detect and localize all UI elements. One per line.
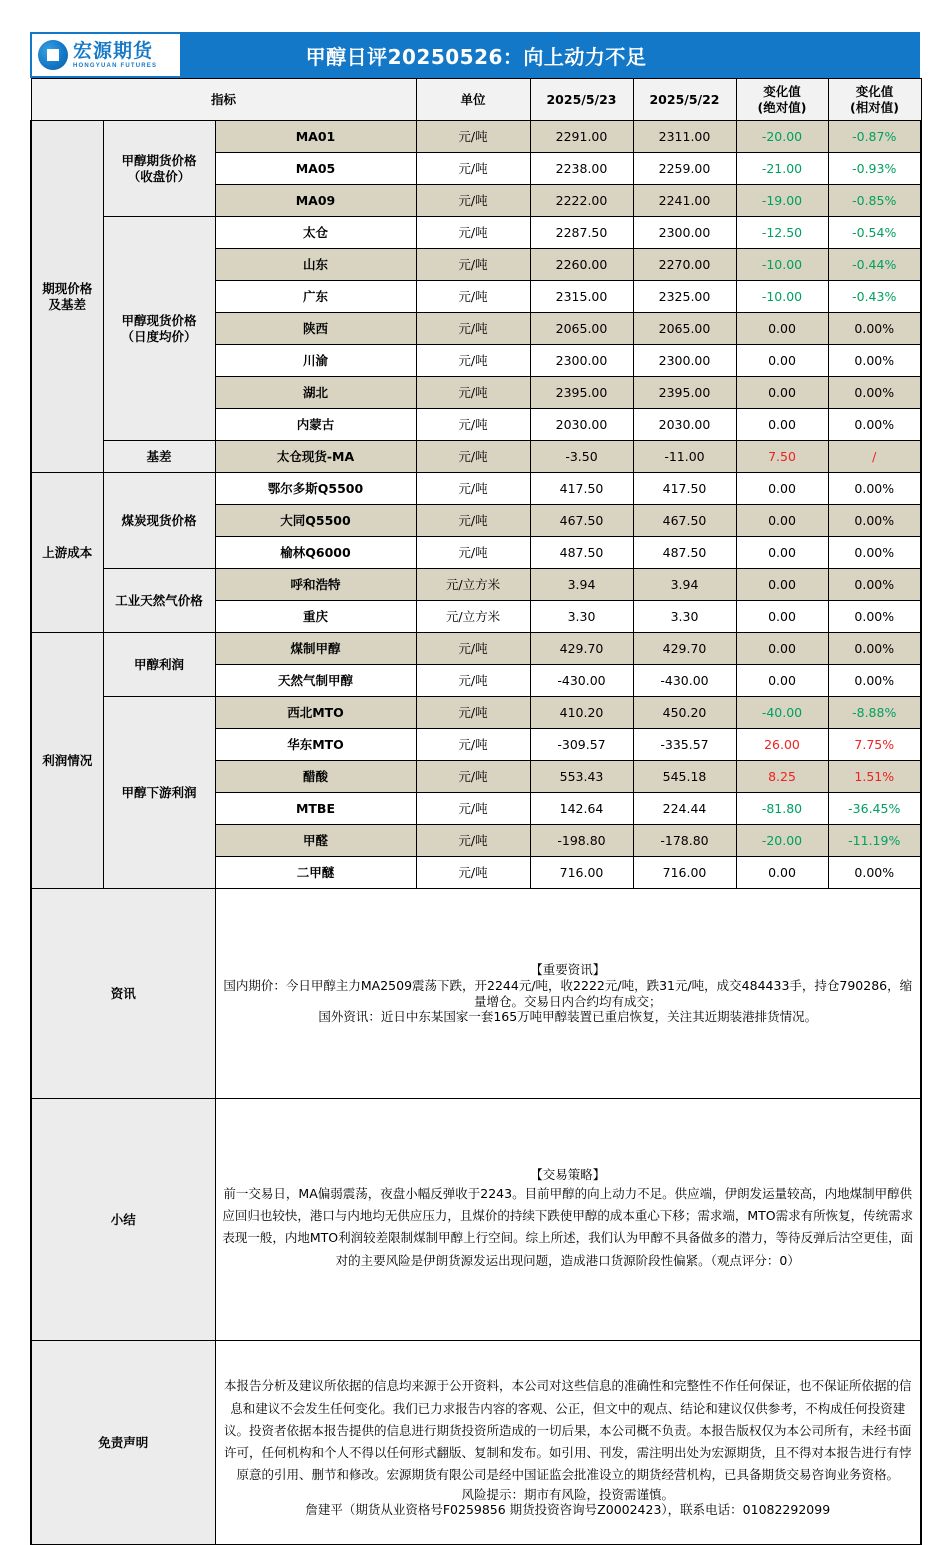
row-value-d2: 450.20 xyxy=(633,697,736,729)
table-row xyxy=(31,633,921,665)
row-unit: 元/吨 xyxy=(416,409,530,441)
logo-chinese-name: 宏源期货 xyxy=(73,39,154,62)
row-name: 呼和浩特 xyxy=(215,569,416,601)
row-name: 太仓现货-MA xyxy=(215,441,416,473)
col-header-indicator: 指标 xyxy=(31,79,416,121)
row-unit: 元/吨 xyxy=(416,185,530,217)
row-change-abs: 0.00 xyxy=(736,345,828,377)
row-value-d1: 2222.00 xyxy=(530,185,633,217)
table-row xyxy=(31,121,921,153)
group-label-0-line2: 及基差 xyxy=(48,296,86,312)
row-change-abs: 0.00 xyxy=(736,473,828,505)
row-name: MTBE xyxy=(215,793,416,825)
row-change-rel: -11.19% xyxy=(828,825,921,857)
row-change-rel: -8.88% xyxy=(828,697,921,729)
subgroup-label-0-1-line2: （日度均价） xyxy=(121,328,197,344)
subgroup-label-0-2: 基差 xyxy=(103,441,215,473)
row-unit: 元/吨 xyxy=(416,761,530,793)
row-unit: 元/吨 xyxy=(416,473,530,505)
row-value-d2: 2259.00 xyxy=(633,153,736,185)
subgroup-label-2-0: 甲醇利润 xyxy=(103,633,215,697)
row-change-abs: -19.00 xyxy=(736,185,828,217)
subgroup-label-1-1: 工业天然气价格 xyxy=(103,569,215,633)
disclaimer-label: 免责声明 xyxy=(31,1341,215,1545)
group-label-2: 利润情况 xyxy=(31,633,103,889)
row-change-rel: 0.00% xyxy=(828,537,921,569)
summary-label: 小结 xyxy=(31,1099,215,1341)
news-section xyxy=(31,889,921,1099)
row-value-d1: 467.50 xyxy=(530,505,633,537)
row-unit: 元/吨 xyxy=(416,441,530,473)
row-unit: 元/立方米 xyxy=(416,569,530,601)
row-unit: 元/吨 xyxy=(416,633,530,665)
summary-body xyxy=(215,1099,921,1341)
row-value-d2: 2030.00 xyxy=(633,409,736,441)
row-value-d2: -430.00 xyxy=(633,665,736,697)
subgroup-label-0-1 xyxy=(103,217,215,441)
table-row xyxy=(31,473,921,505)
row-change-abs: 0.00 xyxy=(736,633,828,665)
row-value-d1: -430.00 xyxy=(530,665,633,697)
logo-wordmark xyxy=(73,39,158,69)
row-unit: 元/吨 xyxy=(416,345,530,377)
row-change-abs: -20.00 xyxy=(736,121,828,153)
col-header-date-2: 2025/5/22 xyxy=(633,79,736,121)
row-name: 湖北 xyxy=(215,377,416,409)
news-overseas: 国外资讯：近日中东某国家一套165万吨甲醇装置已重启恢复，关注其近期装港排货情况。 xyxy=(318,1009,818,1025)
row-change-rel: -0.93% xyxy=(828,153,921,185)
news-body xyxy=(215,889,921,1099)
row-change-rel: 0.00% xyxy=(828,569,921,601)
row-value-d2: 417.50 xyxy=(633,473,736,505)
table-row xyxy=(31,441,921,473)
row-change-rel: / xyxy=(828,441,921,473)
summary-heading: 【交易策略】 xyxy=(530,1167,606,1183)
row-change-abs: 8.25 xyxy=(736,761,828,793)
row-value-d1: 3.30 xyxy=(530,601,633,633)
row-value-d1: 2291.00 xyxy=(530,121,633,153)
row-change-rel: 0.00% xyxy=(828,409,921,441)
row-value-d1: 2395.00 xyxy=(530,377,633,409)
subgroup-label-0-1-line1: 甲醇现货价格 xyxy=(121,312,197,328)
row-name: 陕西 xyxy=(215,313,416,345)
company-logo xyxy=(32,34,180,76)
row-unit: 元/吨 xyxy=(416,121,530,153)
row-unit: 元/吨 xyxy=(416,729,530,761)
row-value-d2: 224.44 xyxy=(633,793,736,825)
row-change-rel: 0.00% xyxy=(828,345,921,377)
row-value-d2: 716.00 xyxy=(633,857,736,889)
row-change-abs: -81.80 xyxy=(736,793,828,825)
row-change-abs: 0.00 xyxy=(736,377,828,409)
row-change-rel: 0.00% xyxy=(828,313,921,345)
row-change-abs: 0.00 xyxy=(736,537,828,569)
table-row xyxy=(31,697,921,729)
row-name: 华东MTO xyxy=(215,729,416,761)
group-label-1: 上游成本 xyxy=(31,473,103,633)
row-name: 川渝 xyxy=(215,345,416,377)
row-name: 醋酸 xyxy=(215,761,416,793)
row-change-rel: 0.00% xyxy=(828,665,921,697)
row-value-d2: -335.57 xyxy=(633,729,736,761)
row-change-rel: -0.43% xyxy=(828,281,921,313)
row-value-d2: 487.50 xyxy=(633,537,736,569)
row-value-d1: 429.70 xyxy=(530,633,633,665)
row-value-d2: 545.18 xyxy=(633,761,736,793)
news-heading: 【重要资讯】 xyxy=(530,962,606,978)
news-domestic: 国内期价：今日甲醇主力MA2509震荡下跌，开2244元/吨，收2222元/吨，跌31元/吨，成交484433手，持仓790286，缩量增仓。交易日内合约均有成交； xyxy=(223,977,913,1009)
row-change-abs: 0.00 xyxy=(736,665,828,697)
row-change-abs: -12.50 xyxy=(736,217,828,249)
row-change-abs: -21.00 xyxy=(736,153,828,185)
change-abs-line2: (绝对值) xyxy=(757,99,807,115)
disclaimer-paragraph: 本报告分析及建议所依据的信息均来源于公开资料，本公司对这些信息的准确性和完整性不作任何保证，也不保证所依据的信息和建议不会发生任何变化。我们已力求报告内容的客观、公正，但文中的观点、结论和建议仅供参考，不构成任何投资建议。投资者依据本报告提供的信息进行期货投资所造成的一切后果，本公司概不负责。本报告版权仅为本公司所有，未经书面许可，任何机构和个人不得以任何形式翻版、复制和发布。如引用、刊发，需注明出处为宏源期货，且不得对本报告进行有悖原意的引用、删节和修改。宏源期货有限公司是经中国证监会批准设立的期货经营机构，已具备期货交易咨询业务资格。 xyxy=(223,1378,912,1483)
col-header-unit: 单位 xyxy=(416,79,530,121)
row-value-d1: 716.00 xyxy=(530,857,633,889)
row-name: 二甲醚 xyxy=(215,857,416,889)
row-value-d2: 2065.00 xyxy=(633,313,736,345)
risk-warning: 风险提示：期市有风险，投资需谨慎。 xyxy=(461,1486,674,1502)
row-value-d2: 2395.00 xyxy=(633,377,736,409)
row-name: MA01 xyxy=(215,121,416,153)
row-unit: 元/吨 xyxy=(416,857,530,889)
row-unit: 元/吨 xyxy=(416,665,530,697)
row-value-d2: 2270.00 xyxy=(633,249,736,281)
row-change-abs: 7.50 xyxy=(736,441,828,473)
table-row xyxy=(31,217,921,249)
row-name: 鄂尔多斯Q5500 xyxy=(215,473,416,505)
row-change-rel: -0.85% xyxy=(828,185,921,217)
row-value-d2: 2300.00 xyxy=(633,345,736,377)
row-change-abs: -10.00 xyxy=(736,281,828,313)
row-value-d1: 2300.00 xyxy=(530,345,633,377)
group-label-0 xyxy=(31,121,103,473)
disclaimer-section xyxy=(31,1341,921,1545)
methanol-data-table xyxy=(30,78,922,1545)
row-change-abs: 0.00 xyxy=(736,569,828,601)
row-unit: 元/吨 xyxy=(416,537,530,569)
row-value-d1: 2287.50 xyxy=(530,217,633,249)
row-value-d1: 417.50 xyxy=(530,473,633,505)
row-value-d1: 2315.00 xyxy=(530,281,633,313)
row-change-rel: -0.87% xyxy=(828,121,921,153)
row-unit: 元/吨 xyxy=(416,249,530,281)
row-unit: 元/吨 xyxy=(416,377,530,409)
summary-section xyxy=(31,1099,921,1341)
row-value-d2: -11.00 xyxy=(633,441,736,473)
analyst-contact: 詹建平（期货从业资格号F0259856 期货投资咨询号Z0002423），联系电话：01082292099 xyxy=(305,1502,831,1518)
logo-english-name: HONGYUAN FUTURES xyxy=(73,62,158,69)
row-change-rel: 7.75% xyxy=(828,729,921,761)
row-change-abs: 0.00 xyxy=(736,857,828,889)
row-change-rel: 0.00% xyxy=(828,473,921,505)
row-value-d2: 2300.00 xyxy=(633,217,736,249)
row-value-d2: 3.94 xyxy=(633,569,736,601)
subgroup-label-0-0-line2: （收盘价） xyxy=(127,168,191,184)
change-rel-line1: 变化值 xyxy=(855,83,894,99)
col-header-change-abs xyxy=(736,79,828,121)
row-value-d2: 2325.00 xyxy=(633,281,736,313)
row-name: 天然气制甲醇 xyxy=(215,665,416,697)
row-value-d2: 2311.00 xyxy=(633,121,736,153)
change-rel-line2: (相对值) xyxy=(850,99,899,115)
row-value-d1: 2260.00 xyxy=(530,249,633,281)
row-value-d2: 467.50 xyxy=(633,505,736,537)
col-header-date-1: 2025/5/23 xyxy=(530,79,633,121)
row-change-abs: -10.00 xyxy=(736,249,828,281)
row-name: 内蒙古 xyxy=(215,409,416,441)
row-value-d1: 142.64 xyxy=(530,793,633,825)
row-change-rel: 0.00% xyxy=(828,633,921,665)
row-change-rel: -36.45% xyxy=(828,793,921,825)
group-label-0-line1: 期现价格 xyxy=(42,280,93,296)
row-change-rel: 0.00% xyxy=(828,857,921,889)
disclaimer-body xyxy=(215,1341,921,1545)
row-change-abs: 0.00 xyxy=(736,505,828,537)
row-name: 太仓 xyxy=(215,217,416,249)
change-abs-line1: 变化值 xyxy=(763,83,801,99)
row-value-d1: 2030.00 xyxy=(530,409,633,441)
subgroup-label-0-0 xyxy=(103,121,215,217)
row-value-d1: -3.50 xyxy=(530,441,633,473)
row-value-d1: 553.43 xyxy=(530,761,633,793)
row-unit: 元/吨 xyxy=(416,697,530,729)
row-change-rel: 1.51% xyxy=(828,761,921,793)
row-name: 山东 xyxy=(215,249,416,281)
col-header-change-rel xyxy=(828,79,921,121)
row-unit: 元/吨 xyxy=(416,825,530,857)
row-change-abs: -20.00 xyxy=(736,825,828,857)
summary-text: 前一交易日，MA偏弱震荡，夜盘小幅反弹收于2243。目前甲醇的向上动力不足。供应端，伊朗发运量较高，内地煤制甲醇供应回归也较快，港口与内地均无供应压力，且煤价的持续下跌使甲醇的成本重心下移；需求端，MTO需求有所恢复，传统需求表现一般，内地MTO利润较差限制煤制甲醇上行空间。综上所述，我们认为甲醇不具备做多的潜力，等待反弹后沽空更佳，面对的主要风险是伊朗货源发运出现问题，造成港口货源阶段性偏紧。（观点评分：0） xyxy=(222,1185,914,1268)
row-name: 榆林Q6000 xyxy=(215,537,416,569)
row-value-d1: 3.94 xyxy=(530,569,633,601)
row-value-d2: 429.70 xyxy=(633,633,736,665)
table-body xyxy=(31,121,921,1545)
row-value-d2: 3.30 xyxy=(633,601,736,633)
subgroup-label-0-0-line1: 甲醇期货价格 xyxy=(121,152,197,168)
row-name: MA05 xyxy=(215,153,416,185)
row-name: 大同Q5500 xyxy=(215,505,416,537)
logo-circle-icon xyxy=(38,40,68,70)
row-value-d1: 487.50 xyxy=(530,537,633,569)
row-unit: 元/吨 xyxy=(416,281,530,313)
row-change-abs: 0.00 xyxy=(736,313,828,345)
row-value-d1: 410.20 xyxy=(530,697,633,729)
row-change-abs: 0.00 xyxy=(736,409,828,441)
page-title: 甲醇日评20250526：向上动力不足 xyxy=(305,44,647,69)
row-unit: 元/立方米 xyxy=(416,601,530,633)
row-name: MA09 xyxy=(215,185,416,217)
row-value-d1: -309.57 xyxy=(530,729,633,761)
row-name: 煤制甲醇 xyxy=(215,633,416,665)
row-name: 西北MTO xyxy=(215,697,416,729)
row-value-d1: -198.80 xyxy=(530,825,633,857)
row-change-rel: 0.00% xyxy=(828,601,921,633)
row-name: 甲醛 xyxy=(215,825,416,857)
row-value-d2: 2241.00 xyxy=(633,185,736,217)
row-value-d1: 2238.00 xyxy=(530,153,633,185)
row-change-rel: 0.00% xyxy=(828,505,921,537)
table-header xyxy=(31,79,921,121)
row-unit: 元/吨 xyxy=(416,217,530,249)
table-row xyxy=(31,569,921,601)
row-change-rel: -0.54% xyxy=(828,217,921,249)
row-change-abs: -40.00 xyxy=(736,697,828,729)
row-unit: 元/吨 xyxy=(416,505,530,537)
row-unit: 元/吨 xyxy=(416,793,530,825)
row-change-rel: 0.00% xyxy=(828,377,921,409)
news-label: 资讯 xyxy=(31,889,215,1099)
subgroup-label-2-1: 甲醇下游利润 xyxy=(103,697,215,889)
row-value-d2: -178.80 xyxy=(633,825,736,857)
row-unit: 元/吨 xyxy=(416,313,530,345)
row-unit: 元/吨 xyxy=(416,153,530,185)
row-change-abs: 0.00 xyxy=(736,601,828,633)
row-change-abs: 26.00 xyxy=(736,729,828,761)
row-name: 重庆 xyxy=(215,601,416,633)
report-title-bar xyxy=(30,32,920,78)
subgroup-label-1-0: 煤炭现货价格 xyxy=(103,473,215,569)
row-name: 广东 xyxy=(215,281,416,313)
row-value-d1: 2065.00 xyxy=(530,313,633,345)
row-change-rel: -0.44% xyxy=(828,249,921,281)
